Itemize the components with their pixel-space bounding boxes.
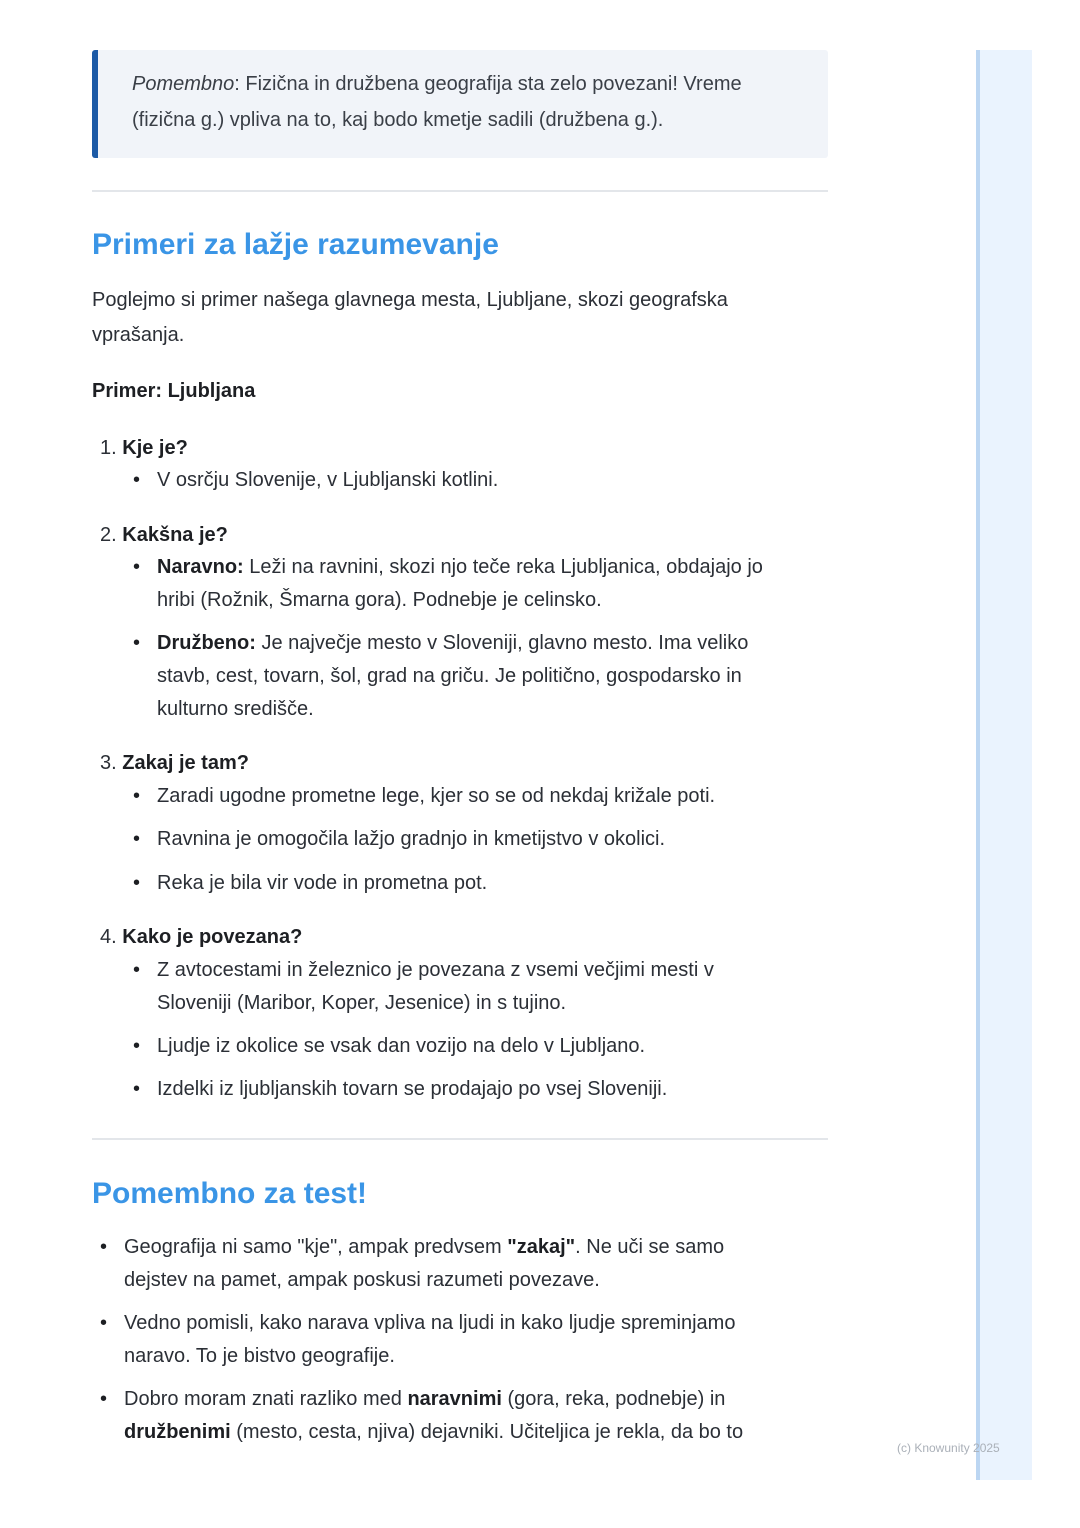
list-item: • Reka je bila vir vode in prometna pot. <box>157 867 487 900</box>
divider <box>92 190 828 192</box>
list-item: • Geografija ni samo "kje", ampak predvsem "zakaj". Ne uči se samo dejstev na pamet, ampak poskusi razumeti povezave. <box>124 1231 724 1297</box>
list-item: • Z avtocestami in železnico je povezana z vsemi večjimi mesti v Sloveniji (Maribor, Koper, Jesenice) in s tujino. <box>157 954 714 1020</box>
list-item: • Zaradi ugodne prometne lege, kjer so se od nekdaj križale poti. <box>157 780 715 813</box>
list-item: • Vedno pomisli, kako narava vpliva na ljudi in kako ljudje spreminjamo naravo. To je bistvo geografije. <box>124 1307 735 1373</box>
copyright-text: (c) Knowunity 2025 <box>897 1441 1000 1455</box>
note-line-2: (fizična g.) vpliva na to, kaj bodo kmetje sadili (družbena g.). <box>132 109 664 131</box>
question-2: 2. Kakšna je? <box>100 524 228 546</box>
list-item: • Ljudje iz okolice se vsak dan vozijo na delo v Ljubljano. <box>157 1030 645 1063</box>
important-note-box <box>92 50 828 158</box>
example-label: Primer: Ljubljana <box>92 380 256 402</box>
divider <box>92 1138 828 1140</box>
list-item: • V osrčju Slovenije, v Ljubljanski kotlini. <box>157 464 498 497</box>
question-3: 3. Zakaj je tam? <box>100 752 249 774</box>
section-title-examples: Primeri za lažje razumevanje <box>92 228 499 261</box>
list-item: • Izdelki iz ljubljanskih tovarn se prodajajo po vsej Sloveniji. <box>157 1073 667 1106</box>
list-item: • Ravnina je omogočila lažjo gradnjo in kmetijstvo v okolici. <box>157 823 665 856</box>
question-4: 4. Kako je povezana? <box>100 926 303 948</box>
question-1: 1. Kje je? <box>100 437 188 459</box>
intro-line-1: Poglejmo si primer našega glavnega mesta, Ljubljane, skozi geografska <box>92 289 728 311</box>
list-item: • Družbeno: Je največje mesto v Sloveniji, glavno mesto. Ima veliko stavb, cest, tovarn, šol, grad na griču. Je politično, gospodarsko in kulturno središče. <box>157 627 748 726</box>
section-title-test: Pomembno za test! <box>92 1177 368 1210</box>
note-line-1: Pomembno: Fizična in družbena geografija sta zelo povezani! Vreme <box>132 73 742 95</box>
side-panel <box>976 50 1032 1480</box>
list-item: • Naravno: Leži na ravnini, skozi njo teče reka Ljubljanica, obdajajo jo hribi (Rožnik, Šmarna gora). Podnebje je celinsko. <box>157 551 763 617</box>
note-label: Pomembno <box>132 73 235 95</box>
intro-line-2: vprašanja. <box>92 324 185 346</box>
list-item: • Dobro moram znati razliko med naravnimi (gora, reka, podnebje) in družbenimi (mesto, cesta, njiva) dejavniki. Učiteljica je rekla, da bo to <box>124 1383 743 1449</box>
